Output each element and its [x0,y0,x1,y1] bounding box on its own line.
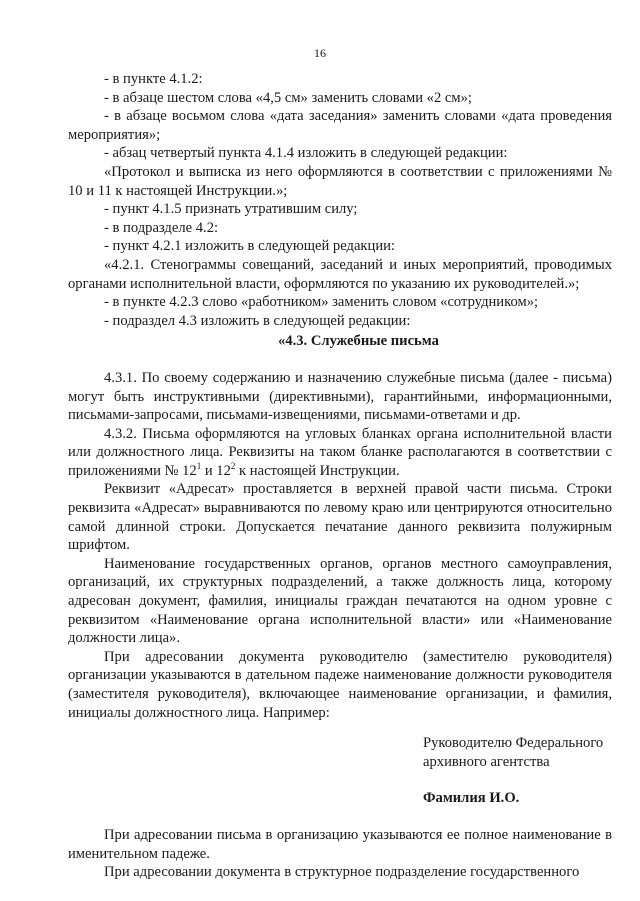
paragraph-4-3-2: 4.3.2. Письма оформляются на угловых бланках органа исполнительной власти или должностного лица. Реквизиты на таком бланке располагаются в соответствии с приложениями № $12^1$ и $12^2$ к настоящей Инструкции. [68,425,612,479]
amend-item-1: - в пункте 4.1.2: [104,71,203,87]
document-body [68,70,612,882]
example-address-line-2: архивного агентства [423,753,550,770]
amend-item-2: - в абзаце шестом слова «4,5 см» заменить словами «2 см»; [104,89,472,106]
example-address-line-1: Руководителю Федерального [423,735,604,752]
amend-item-7: - в подразделе 4.2: [104,219,219,236]
amend-item-9: «4.2.1. Стенограммы совещаний, заседаний и иных мероприятий, проводимых органами исполнительной власти, оформляются по указанию их руководителей.»; [68,256,612,292]
amend-item-4: - абзац четвертый пункта 4.1.4 изложить в следующей редакции: [104,145,508,162]
paragraph-names: Наименование государственных органов, органов местного самоуправления, организаций, их структурных подразделений, а также должность лица, которому адресован документ, фамилия, инициалы граждан печатаются на одном уровне с реквизитом «Наименование органа исполнительной власти» или «Наименование должности лица». [68,555,612,647]
paragraph-head: При адресовании документа руководителю (заместителю руководителя) организации указываются в дательном падеже наименование должности руководителя (заместителя руководителя), включающее наименование организации, и фамилия, инициалы должностного лица. Например: [68,648,612,721]
example-signature: Фамилия И.О. [423,790,520,807]
amend-item-10: - в пункте 4.2.3 слово «работником» заменить словом «сотрудником»; [104,294,539,311]
amend-item-8: - пункт 4.2.1 изложить в следующей редакции: [104,238,395,255]
section-heading: «4.3. Служебные письма [278,333,439,350]
amend-item-5: «Протокол и выписка из него оформляются в соответствии с приложениями № 10 и 11 к настоящей Инструкции.»; [68,163,612,199]
paragraph-addressee: Реквизит «Адресат» проставляется в верхней правой части письма. Строки реквизита «Адресат» выравниваются по левому краю или центрируются относительно самой длинной строки. Допускается печатание данного реквизита полужирным шрифтом. [68,481,612,554]
amend-item-6: - пункт 4.1.5 признать утратившим силу; [104,201,358,218]
page-number: 16 [314,46,326,60]
paragraph-4-3-1: 4.3.1. По своему содержанию и назначению служебные письма (далее - письма) могут быть инструктивными (директивными), гарантийными, информационными, письмами-запросами, письмами-извещениями, письмами-ответами и др. [68,369,612,424]
amend-item-3: - в абзаце восьмом слова «дата заседания» заменить словами «дата проведения мероприятия»; [68,108,612,143]
amend-item-11: - подраздел 4.3 изложить в следующей редакции: [104,312,411,329]
paragraph-subdivision: При адресовании документа в структурное подразделение государственного [104,864,580,881]
paragraph-organization: При адресовании письма в организацию указываются ее полное наименование в именительном падеже. [68,826,612,862]
